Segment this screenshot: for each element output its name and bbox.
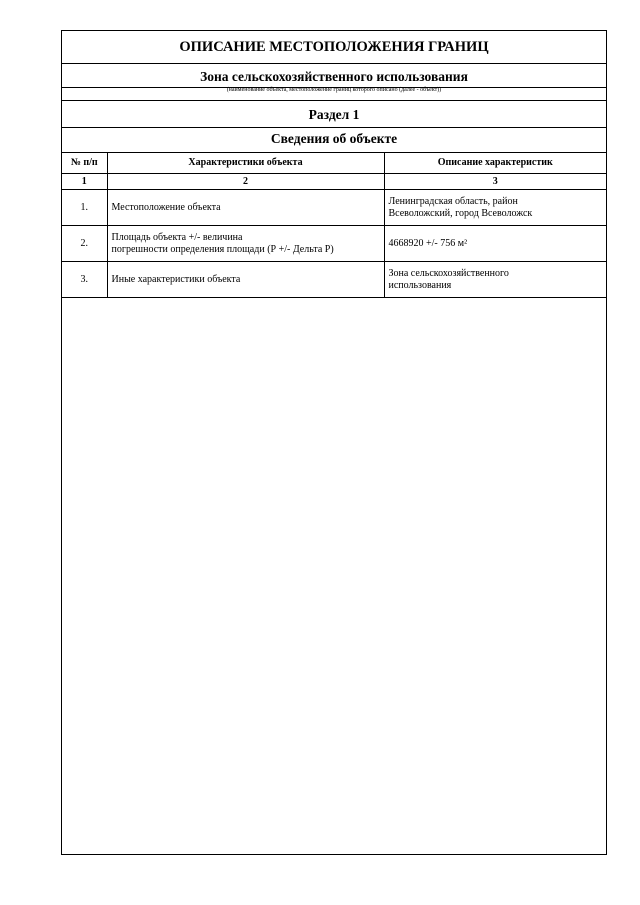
column-header-characteristic: Характеристики объекта bbox=[107, 153, 384, 174]
row-description bbox=[384, 262, 606, 298]
table-row bbox=[62, 190, 606, 226]
row-number: 2. bbox=[62, 226, 107, 262]
object-info-table bbox=[62, 152, 606, 298]
object-caption: (наименование объекта, местоположение границ которого описано (далее - объект)) bbox=[226, 87, 442, 93]
divider bbox=[62, 127, 606, 128]
row-characteristic: Местоположение объекта bbox=[107, 190, 384, 226]
document-title: ОПИСАНИЕ МЕСТОПОЛОЖЕНИЯ ГРАНИЦ bbox=[179, 39, 489, 55]
column-number: 3 bbox=[384, 174, 606, 190]
row-description-line: Всеволожский, город Всеволожск bbox=[388, 207, 533, 219]
object-name: Зона сельскохозяйственного использования bbox=[200, 69, 468, 84]
row-characteristic-line: погрешности определения площади (Р +/- Дельта Р) bbox=[111, 243, 334, 255]
column-number: 1 bbox=[62, 174, 107, 190]
table-row bbox=[62, 262, 606, 298]
row-description-line: Ленинградская область, район bbox=[388, 195, 518, 207]
divider bbox=[62, 100, 606, 101]
section-title: Раздел 1 bbox=[308, 107, 360, 122]
table-header-row bbox=[62, 153, 606, 174]
table-row bbox=[62, 226, 606, 262]
row-description bbox=[384, 190, 606, 226]
section-subtitle: Сведения об объекте bbox=[270, 131, 398, 146]
column-header-number: № п/п bbox=[62, 153, 107, 174]
row-number: 3. bbox=[62, 262, 107, 298]
column-header-description: Описание характеристик bbox=[384, 153, 606, 174]
divider bbox=[62, 63, 606, 64]
row-number: 1. bbox=[62, 190, 107, 226]
row-characteristic: Иные характеристики объекта bbox=[107, 262, 384, 298]
column-number: 2 bbox=[107, 174, 384, 190]
document-frame bbox=[61, 30, 607, 855]
row-characteristic bbox=[107, 226, 384, 262]
row-description-line: использования bbox=[388, 279, 452, 291]
row-description: 4668920 +/- 756 м² bbox=[384, 226, 606, 262]
row-description-line: Зона сельскохозяйственного bbox=[388, 267, 509, 279]
column-number-row bbox=[62, 174, 606, 190]
row-characteristic-line: Площадь объекта +/- величина bbox=[111, 231, 243, 243]
